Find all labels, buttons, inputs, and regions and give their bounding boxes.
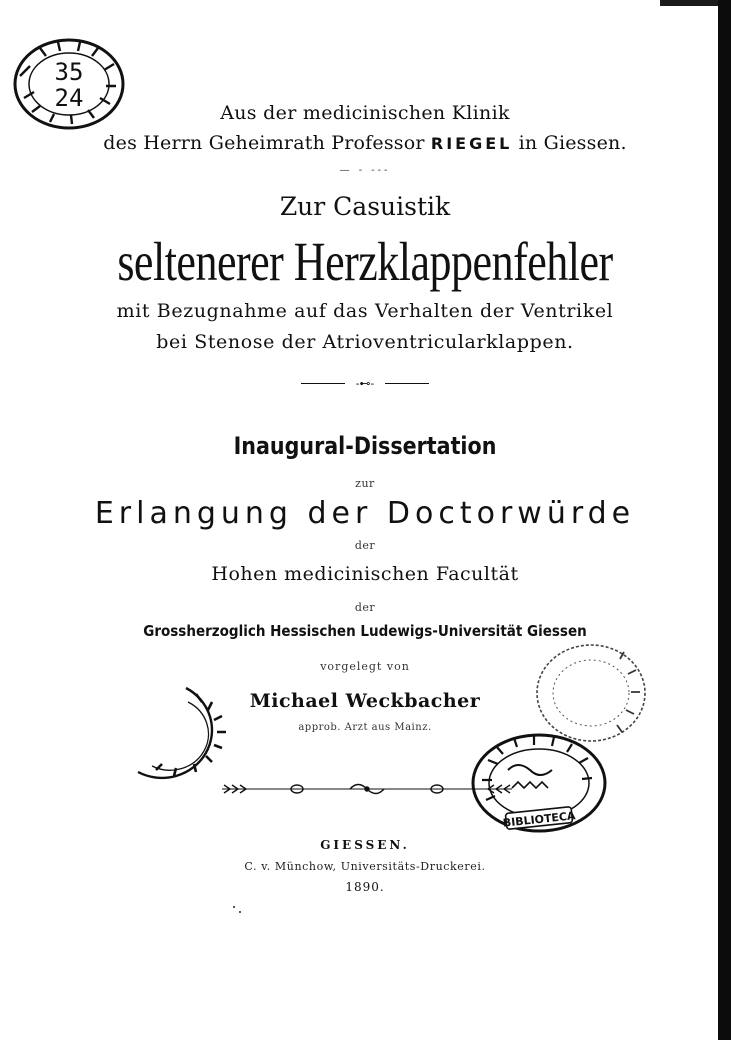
description-line-2: bei Stenose der Atrioventricularklappen. (156, 331, 574, 353)
stamp-biblioteca-label: BIBLIOTECA (502, 809, 577, 830)
library-stamp-left (126, 684, 238, 784)
der-label-1: der (354, 539, 376, 552)
subtitle: Zur Casuistik (279, 192, 451, 221)
imprint-year: 1890. (345, 880, 385, 894)
faculty-line: Hohen medicinischen Facultät (211, 563, 519, 585)
clinic-line-2-suffix: in Giessen. (518, 132, 627, 154)
author-name: Michael Weckbacher (249, 690, 481, 712)
imprint-printer: C. v. Münchow, Universitäts-Druckerei. (244, 860, 486, 873)
scan-edge-top (660, 0, 718, 6)
divider-ornament: -⊷- (355, 377, 375, 390)
decorative-dashes: — - --- (339, 165, 391, 176)
university-line: Grossherzoglich Hessischen Ludewigs-Universität Giessen (143, 622, 587, 640)
zur-label: zur (355, 477, 375, 490)
clinic-line-1: Aus der medicinischen Klinik (220, 102, 510, 124)
divider-rule-left (301, 383, 345, 384)
stamp-number-top: 35 (54, 58, 84, 86)
ornamental-rule (222, 781, 512, 795)
stamp-number-bottom: 24 (54, 84, 84, 112)
author-title: approb. Arzt aus Mainz. (298, 722, 432, 733)
scan-edge-right (718, 0, 731, 1040)
clinic-line-2-prefix: des Herrn Geheimrath Professor (103, 132, 425, 154)
vorgelegt-label: vorgelegt von (320, 660, 410, 673)
ornamental-divider (70, 373, 660, 389)
dissertation-heading: Inaugural-Dissertation (233, 432, 497, 460)
divider-rule-right (385, 383, 429, 384)
description-line-1: mit Bezugnahme auf das Verhalten der Ventrikel (116, 300, 614, 322)
professor-name: RIEGEL (430, 134, 513, 153)
erlangung-heading: Erlangung der Doctorwürde (94, 496, 636, 531)
clinic-line-2 (70, 132, 660, 154)
main-title: seltenerer Herzklappenfehler (117, 231, 613, 293)
imprint-city: GIESSEN. (320, 838, 410, 852)
der-label-2: der (354, 601, 376, 614)
ink-specks (230, 903, 250, 923)
